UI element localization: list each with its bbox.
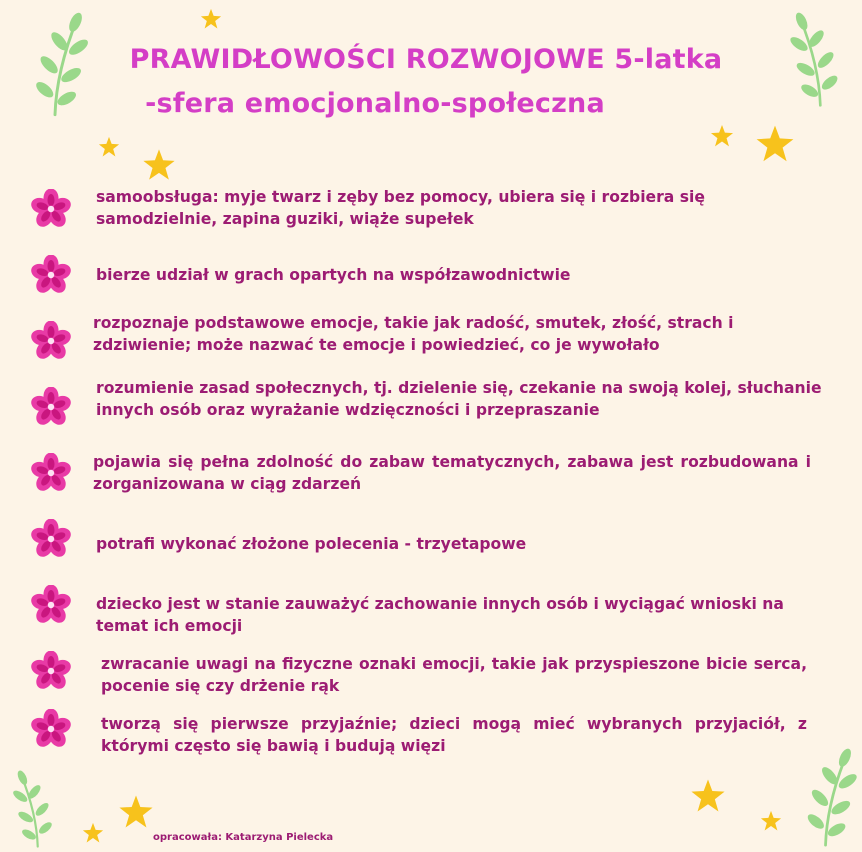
flower-bullet-icon	[31, 255, 71, 295]
star-icon	[82, 822, 104, 844]
page-title: PRAWIDŁOWOŚCI ROZWOJOWE 5-latka	[129, 44, 723, 75]
star-icon	[118, 794, 154, 830]
star-icon	[710, 124, 734, 148]
list-item-text: dziecko jest w stanie zauważyć zachowanie innych osób i wyciągać wnioski na temat ich emocji	[96, 595, 784, 635]
list-item-text: rozumienie zasad społecznych, tj. dzielenie się, czekanie na swoją kolej, słuchanie innych osób oraz wyrażanie wdzięczności i przepraszanie	[96, 379, 822, 419]
star-icon	[690, 778, 726, 814]
star-icon	[98, 136, 120, 158]
flower-bullet-icon	[31, 709, 71, 749]
list-item-text: pojawia się pełna zdolność do zabaw tematycznych, zabawa jest rozbudowana i zorganizowana w ciąg zdarzeń	[93, 453, 811, 493]
flower-bullet-icon	[31, 585, 71, 625]
list-item-text: rozpoznaje podstawowe emocje, takie jak radość, smutek, złość, strach i zdziwienie; może nazwać te emocje i powiedzieć, co je wywołało	[93, 314, 734, 354]
star-icon	[760, 810, 782, 832]
list-item-text: zwracanie uwagi na fizyczne oznaki emocji, takie jak przyspieszone bicie serca, pocenie się czy drżenie rąk	[101, 655, 807, 695]
author-credit: opracowała: Katarzyna Pielecka	[153, 832, 334, 843]
flower-bullet-icon	[31, 519, 71, 559]
list-item-text: potrafi wykonać złożone polecenia - trzyetapowe	[96, 535, 527, 553]
list-item-text: tworzą się pierwsze przyjaźnie; dzieci mogą mieć wybranych przyjaciół, z którymi często się bawią i budują więzi	[101, 715, 807, 755]
flower-bullet-icon	[31, 387, 71, 427]
star-icon	[142, 148, 176, 182]
star-icon	[200, 8, 222, 30]
leaf-sprig-bottom-left-icon	[0, 770, 70, 852]
leaf-sprig-bottom-right-icon	[796, 748, 862, 852]
page-subtitle: -sfera emocjonalno-społeczna	[145, 88, 605, 119]
star-icon	[755, 124, 795, 164]
flower-bullet-icon	[31, 321, 71, 361]
list-item-text: samoobsługa: myje twarz i zęby bez pomocy, ubiera się i rozbiera się samodzielnie, zapina guziki, wiąże supełek	[96, 188, 705, 228]
flower-bullet-icon	[31, 189, 71, 229]
list-item-text: bierze udział w grach opartych na współzawodnictwie	[96, 266, 571, 284]
flower-bullet-icon	[31, 651, 71, 691]
flower-bullet-icon	[31, 453, 71, 493]
